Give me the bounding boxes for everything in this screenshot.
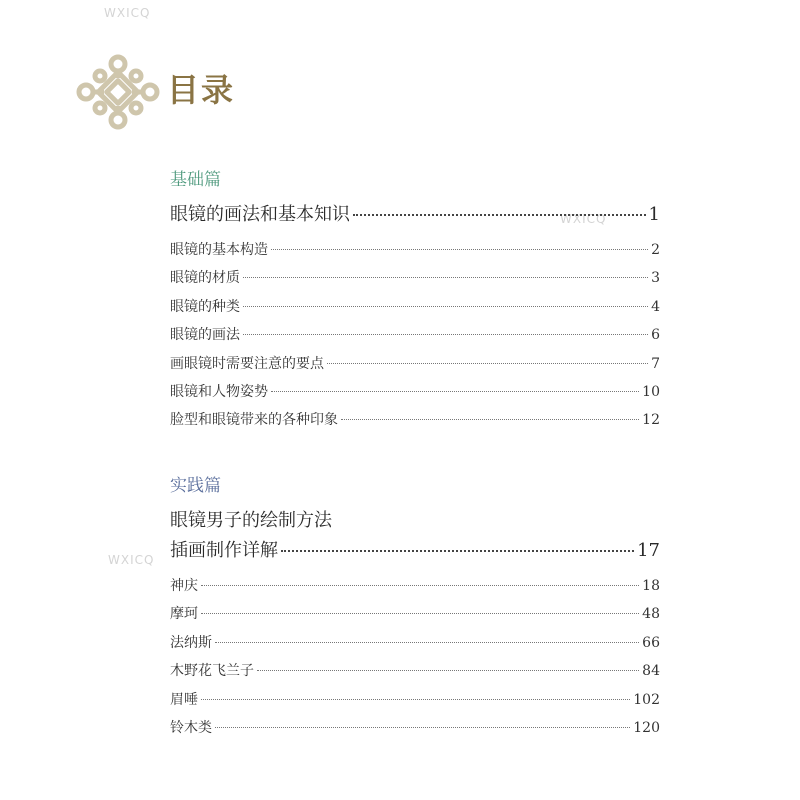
section-title: 实践篇 <box>170 476 221 496</box>
watermark: WXICQ <box>560 212 607 226</box>
dot-leader <box>257 670 639 671</box>
entry-label: 眼镜的材质 <box>170 270 240 287</box>
toc-entry[interactable] <box>170 264 660 292</box>
chapter-label: 插画制作详解 <box>170 540 278 561</box>
dot-leader <box>201 585 639 586</box>
section-title: 基础篇 <box>170 170 221 190</box>
entry-label: 画眼镜时需要注意的要点 <box>170 355 324 372</box>
dot-leader <box>353 214 646 216</box>
dot-leader <box>271 391 639 392</box>
page-number: 4 <box>651 298 660 315</box>
page-number: 66 <box>642 634 660 651</box>
dot-leader <box>243 306 648 307</box>
dot-leader <box>215 642 639 643</box>
dot-leader <box>341 419 639 420</box>
page-number: 102 <box>633 691 660 708</box>
page-number: 48 <box>642 606 660 623</box>
toc-entry[interactable] <box>170 406 660 434</box>
dot-leader <box>243 277 648 278</box>
toc-entry[interactable] <box>170 572 660 600</box>
dot-leader <box>271 249 648 250</box>
page-title: 目录 <box>167 71 236 109</box>
watermark: WXICQ <box>104 6 151 20</box>
toc-entry[interactable] <box>170 629 660 657</box>
toc-entry[interactable] <box>170 600 660 628</box>
dot-leader <box>281 550 634 552</box>
entry-label: 眼镜的画法 <box>170 327 240 344</box>
toc-section-practice <box>170 474 660 742</box>
page-number: 84 <box>642 663 660 680</box>
page-number: 17 <box>637 540 660 561</box>
entry-label: 法纳斯 <box>170 634 212 651</box>
dot-leader <box>327 363 648 364</box>
toc-entry[interactable] <box>170 657 660 685</box>
page-number: 6 <box>651 327 660 344</box>
toc-entry[interactable] <box>170 378 660 406</box>
chapter-title-line: 眼镜男子的绘制方法 <box>170 510 332 531</box>
dot-leader <box>243 334 648 335</box>
entry-label: 眼镜的种类 <box>170 298 240 315</box>
entry-label: 铃木类 <box>170 719 212 736</box>
entry-label: 眉唾 <box>170 691 198 708</box>
page-number: 18 <box>642 578 660 594</box>
entry-label: 眼镜的基本构造 <box>170 242 268 258</box>
page-number: 3 <box>651 270 660 287</box>
toc-section-basic <box>170 168 660 435</box>
entry-label: 神庆 <box>170 578 198 594</box>
toc-entry[interactable] <box>170 686 660 714</box>
chapter-label: 眼镜的画法和基本知识 <box>170 204 350 225</box>
entry-label: 脸型和眼镜带来的各种印象 <box>170 412 338 429</box>
dot-leader <box>201 613 639 614</box>
toc-chapter-entry[interactable] <box>170 200 660 230</box>
watermark: WXICQ <box>108 553 155 567</box>
entry-label: 摩珂 <box>170 606 198 623</box>
toc-entry[interactable] <box>170 321 660 349</box>
toc-entry[interactable] <box>170 350 660 378</box>
page-number: 1 <box>648 204 660 225</box>
toc-entry[interactable] <box>170 236 660 264</box>
toc-entry[interactable] <box>170 293 660 321</box>
entry-label: 眼镜和人物姿势 <box>170 383 268 400</box>
entry-label: 木野花飞兰子 <box>170 663 254 680</box>
page-number: 120 <box>633 719 660 736</box>
knot-ornament-icon <box>74 54 162 130</box>
dot-leader <box>201 699 630 700</box>
page-number: 10 <box>642 383 660 400</box>
page-number: 12 <box>642 412 660 429</box>
toc-entry[interactable] <box>170 714 660 742</box>
toc-chapter-entry[interactable] <box>170 536 660 566</box>
dot-leader <box>215 727 630 728</box>
page-number: 2 <box>651 242 660 258</box>
page-number: 7 <box>651 355 660 372</box>
